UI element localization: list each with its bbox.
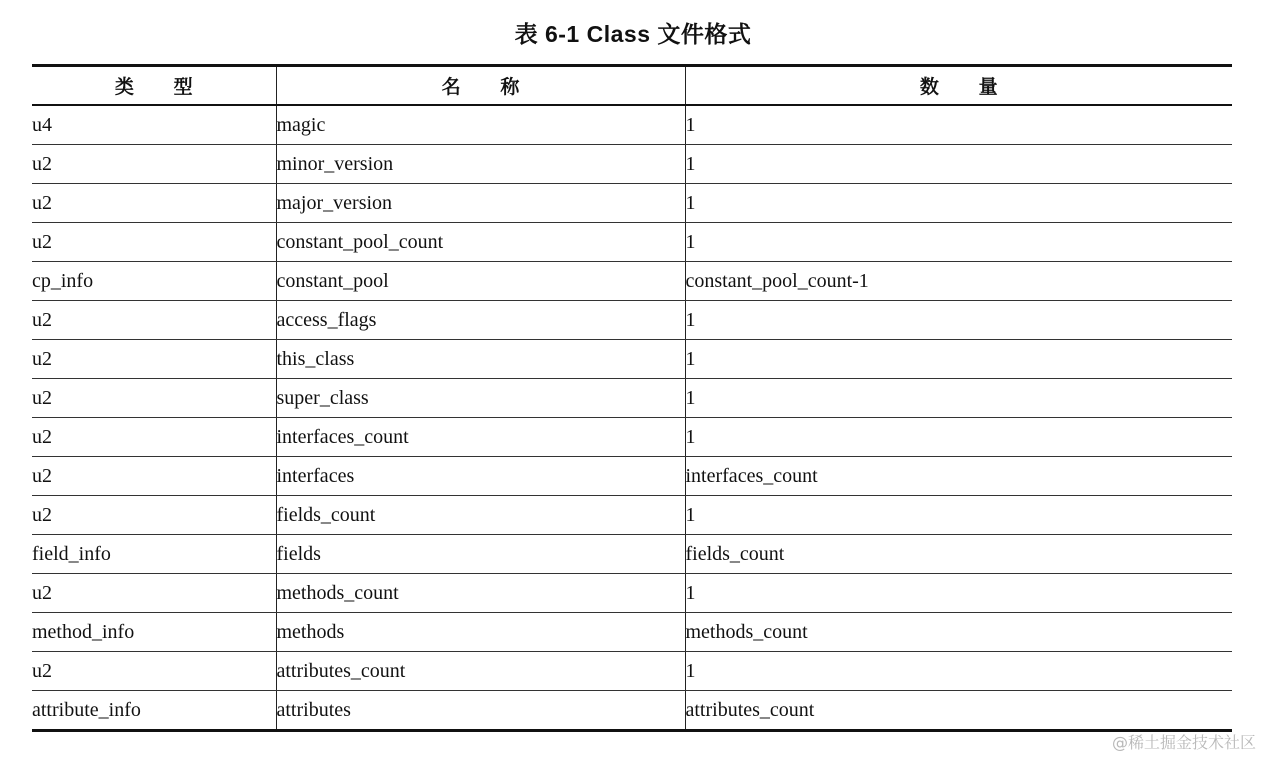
- class-file-format-table: [32, 64, 1232, 732]
- table-row: [32, 223, 1232, 262]
- header-count: 数 量: [685, 66, 1232, 106]
- type-cell: cp_info: [32, 262, 276, 301]
- count-cell: methods_count: [685, 613, 1232, 652]
- name-cell: minor_version: [276, 145, 685, 184]
- table-caption: 表 6-1 Class 文件格式: [514, 21, 752, 47]
- header-type: 类 型: [32, 66, 276, 106]
- table-row: [32, 496, 1232, 535]
- type-cell: attribute_info: [32, 698, 141, 721]
- name-cell: methods: [276, 613, 685, 652]
- type-cell: u2: [32, 184, 276, 223]
- type-cell: field_info: [32, 535, 276, 574]
- table-row: [32, 145, 1232, 184]
- name-cell: fields_count: [276, 496, 685, 535]
- table-row: [32, 340, 1232, 379]
- table-row: [32, 105, 1232, 145]
- watermark: @稀土掘金技术社区: [1111, 733, 1256, 752]
- table-row: [32, 535, 1232, 574]
- count-cell: 1: [685, 652, 1232, 691]
- name-cell: major_version: [276, 184, 685, 223]
- count-cell: fields_count: [685, 535, 1232, 574]
- count-cell: 1: [685, 105, 1232, 145]
- table-row: [32, 301, 1232, 340]
- count-cell: 1: [685, 340, 1232, 379]
- type-cell: u2: [32, 496, 276, 535]
- table-row: [32, 457, 1232, 496]
- count-cell: 1: [685, 496, 1232, 535]
- count-cell: 1: [685, 418, 1232, 457]
- name-cell: attributes: [276, 691, 685, 731]
- name-cell: magic: [276, 105, 685, 145]
- name-cell: this_class: [276, 340, 685, 379]
- table-row: [32, 418, 1232, 457]
- name-cell: methods_count: [276, 574, 685, 613]
- type-cell: u4: [32, 105, 276, 145]
- table-row: [32, 184, 1232, 223]
- type-cell: u2: [32, 301, 276, 340]
- type-cell: u2: [32, 379, 276, 418]
- type-cell: u2: [32, 223, 276, 262]
- table-row: [32, 262, 1232, 301]
- count-cell: 1: [685, 574, 1232, 613]
- table-row: [32, 652, 1232, 691]
- table-row: [32, 574, 1232, 613]
- count-cell: 1: [685, 145, 1232, 184]
- name-cell: attributes_count: [276, 652, 685, 691]
- table-row: [32, 613, 1232, 652]
- type-cell: u2: [32, 340, 276, 379]
- name-cell: fields: [276, 535, 685, 574]
- type-cell: u2: [32, 652, 276, 691]
- type-cell: u2: [32, 457, 276, 496]
- count-cell: interfaces_count: [685, 457, 1232, 496]
- table-row: [32, 379, 1232, 418]
- name-cell: super_class: [276, 379, 685, 418]
- table-header-row: [32, 66, 1232, 106]
- name-cell: constant_pool_count: [276, 223, 685, 262]
- count-cell: 1: [685, 379, 1232, 418]
- type-cell: u2: [32, 418, 276, 457]
- count-cell: constant_pool_count-1: [685, 262, 1232, 301]
- type-cell: method_info: [32, 613, 276, 652]
- name-cell: access_flags: [276, 301, 685, 340]
- name-cell: interfaces: [276, 457, 685, 496]
- type-cell: u2: [32, 574, 276, 613]
- name-cell: interfaces_count: [276, 418, 685, 457]
- table-row: [32, 691, 1232, 731]
- count-cell: attributes_count: [685, 691, 1232, 731]
- count-cell: 1: [685, 184, 1232, 223]
- class-file-format-table-container: [32, 64, 1232, 732]
- count-cell: 1: [685, 301, 1232, 340]
- count-cell: 1: [685, 223, 1232, 262]
- header-name: 名 称: [276, 66, 685, 106]
- name-cell: constant_pool: [276, 262, 685, 301]
- type-cell: u2: [32, 145, 276, 184]
